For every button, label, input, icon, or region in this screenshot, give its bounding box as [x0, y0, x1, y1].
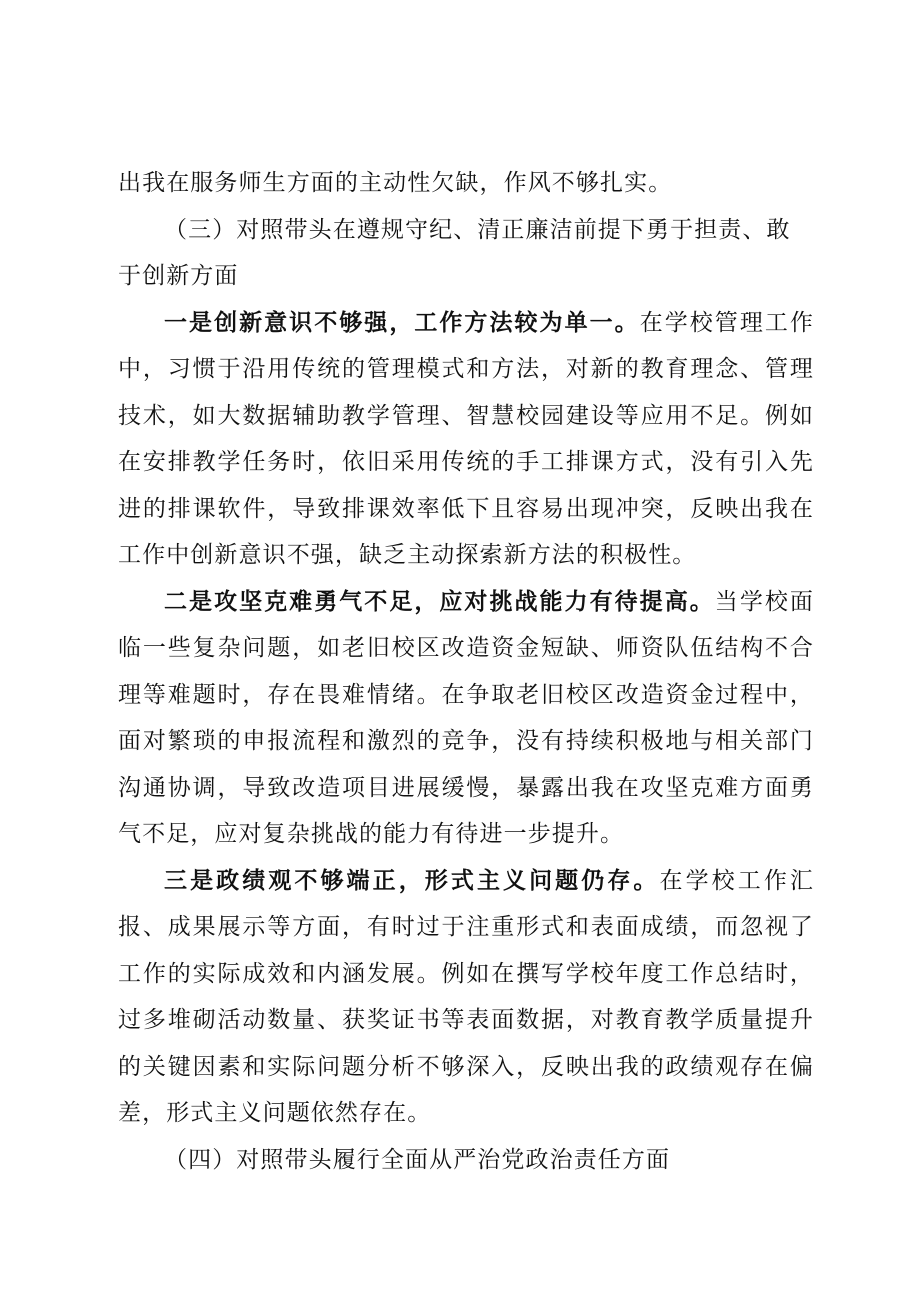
document-body — [118, 160, 814, 1183]
section-3-heading: （三）对照带头在遵规守纪、清正廉洁前提下勇于担责、敢于创新方面 — [118, 216, 791, 289]
item-1-lead: 一是创新意识不够强，工作方法较为单一。 — [164, 308, 640, 336]
item-2-lead: 二是攻坚克难勇气不足，应对挑战能力有待提高。 — [164, 587, 715, 615]
section-4-heading: （四）对照带头履行全面从严治党政治责任方面 — [164, 1146, 671, 1173]
item-1-body: 在学校管理工作中，习惯于沿用传统的管理模式和方法，对新的教育理念、管理技术，如大数据辅助教学管理、智慧校园建设等应用不足。例如在安排教学任务时，依旧采用传统的手工排课方式，没有引入先进的排课软件，导致排课效率低下且容易出现冲突，反映出我在工作中创新意识不强，缺乏主动探索新方法的积极性。 — [118, 309, 815, 568]
continuation-paragraph: 出我在服务师生方面的主动性欠缺，作风不够扎实。 — [118, 170, 673, 196]
item-2-body: 当学校面临一些复杂问题，如老旧校区改造资金短缺、师资队伍结构不合理等难题时，存在畏难情绪。在争取老旧校区改造资金过程中，面对繁琐的申报流程和激烈的竞争，没有持续积极地与相关部门沟通协调，导致改造项目进展缓慢，暴露出我在攻坚克难方面勇气不足，应对复杂挑战的能力有待进一步提升。 — [118, 588, 815, 847]
paragraph-item-2 — [118, 579, 814, 858]
paragraph-item-3 — [118, 858, 814, 1137]
paragraph-item-1 — [118, 300, 814, 579]
item-3-lead: 三是政绩观不够端正，形式主义问题仍存。 — [164, 866, 660, 894]
item-3-body: 在学校工作汇报、成果展示等方面，有时过于注重形式和表面成绩，而忽视了工作的实际成效和内涵发展。例如在撰写学校年度工作总结时，过多堆砌活动数量、获奖证书等表面数据，对教育教学质量提升的关键因素和实际问题分析不够深入，反映出我的政绩观存在偏差，形式主义问题依然存在。 — [118, 867, 814, 1126]
